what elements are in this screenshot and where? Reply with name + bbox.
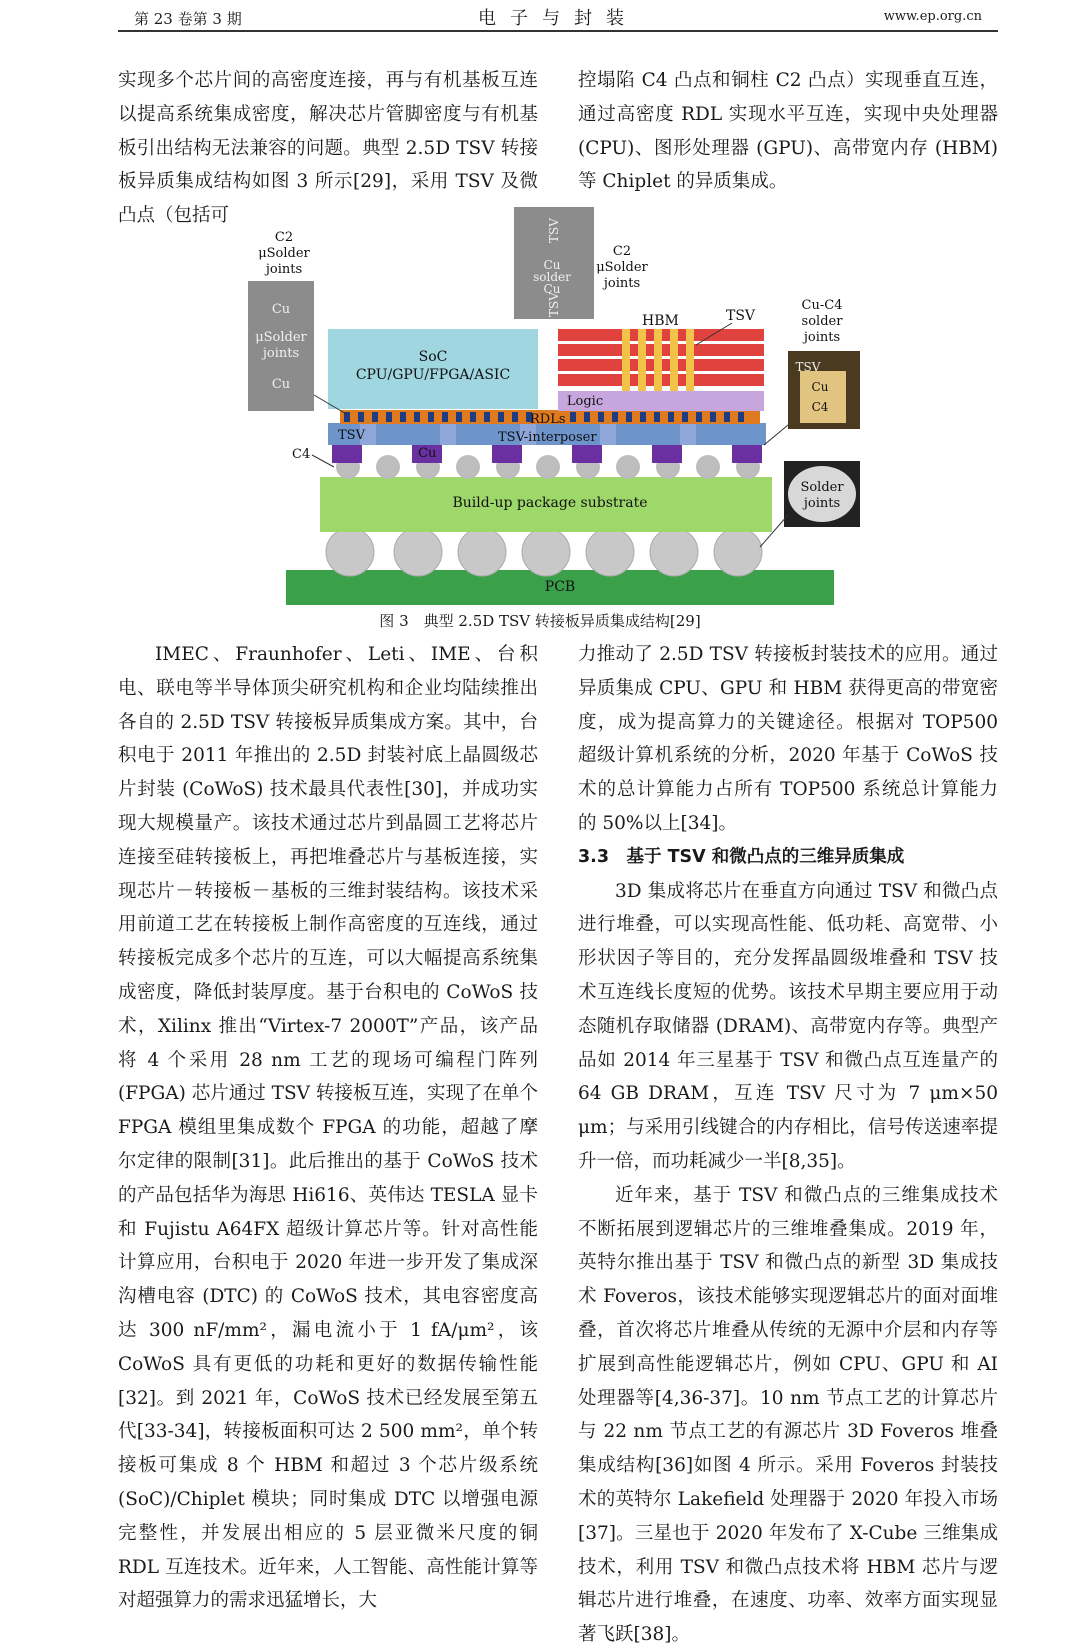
right-inset-tsv: TSV [795, 360, 821, 374]
c4-bumps [336, 455, 760, 479]
solder-inset-label-1: Solder [800, 480, 844, 495]
top-inset-cu-2: Cu [543, 282, 561, 296]
c2-right-title-2: μSolder [596, 260, 648, 275]
c2-left-title-3: joints [265, 262, 303, 277]
substrate-label: Build-up package substrate [452, 495, 648, 511]
interposer-label: TSV-interposer [498, 430, 597, 445]
intro-left-text: 实现多个芯片间的高密度连接，再与有机基板互连以提高系统集成密度，解决芯片管脚密度与有机基板引出结构无法兼容的问题。典型 2.5D TSV 转接板异质集成结构如图 3 所示[29]，采用 TSV 及微凸点（包括可 [118, 70, 538, 227]
top-inset-tsv-1: TSV [547, 218, 561, 243]
body-right-column [578, 638, 998, 1652]
c2-right-title-3: joints [603, 276, 641, 291]
journal-title: 电子与封装 [478, 8, 638, 29]
journal-url: www.ep.org.cn [883, 9, 982, 24]
top-inset-cu-1: Cu [543, 258, 561, 272]
cuc4-title-2: solder [801, 314, 843, 329]
hbm-stack [558, 329, 764, 391]
top-inset-tsv-2: TSV [547, 292, 561, 317]
cu-label: Cu [418, 446, 437, 461]
body-right-paragraph-1: 力推动了 2.5D TSV 转接板封装技术的应用。通过异质集成 CPU、GPU 和 HBM 获得更高的带宽密度，成为提高算力的关键途径。根据对 TOP500 超级计算机系统的分析，2020 年基于 CoWoS 技术的总计算能力占所有 TOP500 系统总计算能力的 50%以上[34]。 [578, 644, 998, 834]
cuc4-title-3: joints [803, 330, 841, 345]
hbm-label: HBM [642, 313, 679, 329]
rdl-label: RDLs [530, 412, 566, 427]
running-header [118, 0, 998, 32]
body-left-column [118, 638, 538, 1618]
hbm-tsv-label: TSV [726, 308, 756, 324]
c4-label: C4 [292, 447, 311, 462]
soc-label-2: CPU/GPU/FPGA/ASIC [355, 367, 511, 383]
figure-caption: 图 3 典型 2.5D TSV 转接板异质集成结构[29] [379, 612, 701, 630]
c2-right-title-1: C2 [612, 244, 632, 259]
left-inset-cu-top: Cu [271, 302, 291, 317]
intro-right-text: 控塌陷 C4 凸点和铜柱 C2 凸点）实现垂直互连，通过高密度 RDL 实现水平互连，实现中央处理器 (CPU)、图形处理器 (GPU)、高带宽内存 (HBM) 等 Chiplet 的异质集成。 [578, 70, 998, 193]
volume-issue: 第 23 卷第 3 期 [134, 10, 242, 28]
pcb-label: PCB [544, 579, 576, 595]
intro-right-column [578, 64, 998, 199]
body-left-paragraph: IMEC、Fraunhofer、Leti、IME、台积电、联电等半导体顶尖研究机构和企业均陆续推出各自的 2.5D TSV 转接板异质集成方案。其中，台积电于 2011 年推出的 2.5D 封装衬底上晶圆级芯片封装 (CoWoS) 技术最具代表性[30]，并成功实现大规模量产。该技术通过芯片到晶圆工艺将芯片连接至硅转接板上，再把堆叠芯片与基板连接，实现芯片－转接板－基板的三维封装结构。该技术采用前道工艺在转接板上制作高密度的互连线，通过转接板完成多个芯片的互连，可以大幅提高系统集成密度，降低封装厚度。基于台积电的 CoWoS 技术，Xilinx 推出“Virtex-7 2000T”产品，该产品将 4 个采用 28 nm 工艺的现场可编程门阵列 (FPGA) 芯片通过 TSV 转接板互连，实现了在单个 FPGA 模组里集成数个 FPGA 的功能，超越了摩尔定律的限制[31]。此后推出的基于 CoWoS 技术的产品包括华为海思 Hi616、英伟达 TESLA 显卡和 Fujistu A64FX 超级计算芯片等。针对高性能计算应用，台积电于 2020 年进一步开发了集成深沟槽电容 (DTC) 的 CoWoS 技术，其电容密度高达 300 nF/mm²，漏电流小于 1 fA/μm²，该 CoWoS 具有更低的功耗和更好的数据传输性能[32]。到 2021 年，CoWoS 技术已经发展至第五代[33-34]，转接板面积可达 2 500 mm²，单个转接板可集成 8 个 HBM 和超过 3 个芯片级系统 (SoC)/Chiplet 模块；同时集成 DTC 以增强电源完整性，并发展出相应的 5 层亚微米尺度的铜 RDL 互连技术。近年来，人工智能、高性能计算等对超强算力的需求迅猛增长，大 [118, 644, 538, 1612]
logic-label: Logic [566, 394, 604, 409]
cuc4-title-1: Cu-C4 [801, 298, 843, 313]
interposer-tsv-label: TSV [338, 428, 365, 443]
solder-inset-label-2: joints [803, 496, 841, 511]
left-inset-usolder: μSolder [255, 330, 307, 345]
top-inset-solder: solder [533, 270, 571, 284]
c2-left-title-1: C2 [274, 230, 294, 245]
c2-left-title-2: μSolder [258, 246, 310, 261]
section-heading: 3.3 基于 TSV 和微凸点的三维异质集成 [578, 846, 905, 867]
left-inset-joints: joints [262, 346, 300, 361]
right-inset-c4: C4 [811, 400, 829, 414]
bga-solder-balls [326, 528, 762, 576]
figure-3-diagram [240, 205, 880, 610]
left-inset-cu-bottom: Cu [271, 377, 291, 392]
body-right-paragraph-2: 3D 集成将芯片在垂直方向通过 TSV 和微凸点进行堆叠，可以实现高性能、低功耗、高宽带、小形状因子等目的，充分发挥晶圆级堆叠和 TSV 技术互连线长度短的优势。该技术早期主要应用于动态随机存取储器 (DRAM)、高带宽内存等。典型产品如 2014 年三星基于 TSV 和微凸点互连量产的 64 GB DRAM，互连 TSV 尺寸为 7 μm×50 μm；与采用引线键合的内存相比，信号传送速率提升一倍，而功耗减少一半[8,35]。 [578, 880, 998, 1172]
body-right-paragraph-3: 近年来，基于 TSV 和微凸点的三维集成技术不断拓展到逻辑芯片的三维堆叠集成。2019 年，英特尔推出基于 TSV 和微凸点的新型 3D 集成技术 Foveros，该技术能够实现逻辑芯片的面对面堆叠，首次将芯片堆叠从传统的无源中介层和内存等扩展到高性能逻辑芯片，例如 CPU、GPU 和 AI 处理器等[4,36-37]。10 nm 节点工艺的计算芯片与 22 nm 节点工艺的有源芯片 3D Foveros 堆叠集成结构[36]如图 4 所示。采用 Foveros 封装技术的英特尔 Lakefield 处理器于 2020 年投入市场[37]。三星也于 2020 年发布了 X-Cube 三维集成技术，利用 TSV 和微凸点技术将 HBM 芯片与逻辑芯片进行堆叠，在速度、功率、效率方面实现显著飞跃[38]。 [578, 1184, 998, 1646]
right-inset-cu: Cu [811, 380, 829, 394]
soc-label-1: SoC [418, 349, 448, 365]
